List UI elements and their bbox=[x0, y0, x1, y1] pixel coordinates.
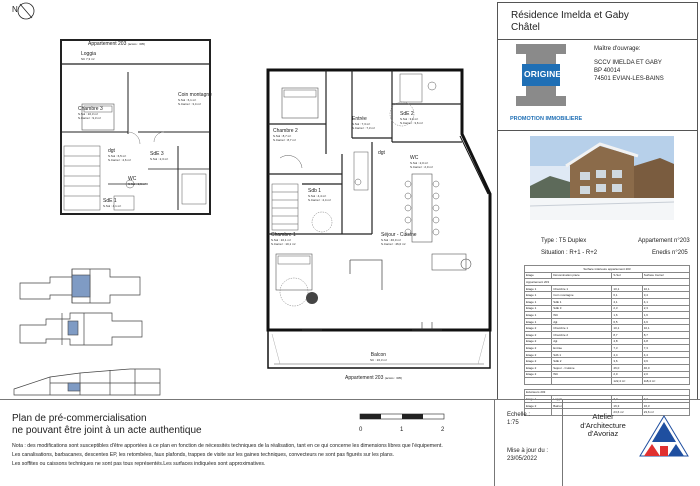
residence-name: Résidence Imelda et Gaby bbox=[511, 10, 629, 21]
surfaces-table bbox=[524, 265, 690, 416]
room-name: dgt bbox=[378, 150, 385, 156]
room-name: Loggia bbox=[81, 51, 97, 57]
scale-tick-1: 1 bbox=[400, 427, 404, 433]
room-area: S.Sol : 2,0 m² S.Carrez : 2,0 m² bbox=[410, 161, 433, 169]
owner-name: SCCV IMELDA ET GABY bbox=[594, 60, 662, 66]
room-area: S.Sol : 10,1 m² S.Carrez : 10,1 m² bbox=[271, 238, 296, 246]
table-cell: 3,6 bbox=[612, 358, 642, 365]
table-cell: WC bbox=[552, 312, 612, 319]
table-row bbox=[525, 351, 690, 358]
table-header: S.Sol bbox=[612, 272, 642, 279]
table-cell: 2,0 bbox=[642, 371, 689, 378]
table-row bbox=[525, 285, 690, 292]
room-wc-upper bbox=[128, 176, 146, 186]
below-label-note: (accès : 305) bbox=[384, 376, 403, 380]
table-cell: 8,7 bbox=[642, 331, 689, 338]
table-cell: 4,1 bbox=[642, 298, 689, 305]
logo-tagline: PROMOTION IMMOBILIERE bbox=[510, 116, 583, 122]
table-cell: WC bbox=[552, 371, 612, 378]
main-floor-plan bbox=[262, 64, 494, 380]
owner-label: Maître d'ouvrage: bbox=[594, 46, 641, 52]
room-sde-2 bbox=[400, 111, 423, 125]
table-cell: 46,0 bbox=[642, 364, 689, 371]
table-cell: Chambre 2 bbox=[552, 331, 612, 338]
table-cell: 4,8 bbox=[642, 338, 689, 345]
table-cell: Entrée bbox=[552, 345, 612, 352]
table-header: Etage bbox=[525, 272, 552, 279]
room-name: Chambre 1 bbox=[271, 232, 296, 238]
scale-tick-0: 0 bbox=[359, 427, 363, 433]
table-cell: 8,7 bbox=[612, 331, 642, 338]
table-total-cell bbox=[525, 378, 552, 385]
apartment-number: Appartement n°203 bbox=[638, 238, 690, 244]
owner-address: 74501 EVIAN-LES-BAINS bbox=[594, 76, 664, 82]
table-cell: Sdb 1 bbox=[552, 351, 612, 358]
table-cell: Etage 2 bbox=[525, 402, 552, 409]
table-cell: 4,1 bbox=[612, 298, 642, 305]
table-row bbox=[525, 305, 690, 312]
below-label bbox=[345, 375, 402, 381]
room-coin-montagne bbox=[178, 92, 212, 106]
room-name: SdE 2 bbox=[400, 111, 414, 117]
room-area: SC 7,3 m² bbox=[81, 57, 95, 61]
header-panel bbox=[497, 2, 698, 40]
table-cell: Etage 1 bbox=[525, 318, 552, 325]
table-cell: 6,5 bbox=[612, 318, 642, 325]
table-cell: 4,4 bbox=[612, 351, 642, 358]
room-name: SdE 3 bbox=[150, 151, 164, 157]
room-area: S.Sol : 4,4 m² S.Carrez : 4,4 m² bbox=[308, 194, 331, 202]
building-photo bbox=[530, 136, 674, 220]
table-cell: 7,3 bbox=[612, 345, 642, 352]
compass-letter: N bbox=[12, 5, 18, 14]
notes bbox=[12, 442, 492, 469]
table-cell: Etage 1 bbox=[525, 292, 552, 299]
apartment-situation: Situation : R+1 - R+2 bbox=[541, 250, 598, 256]
table-cell: 4,4 bbox=[642, 351, 689, 358]
room-name: Séjour - Cuisine bbox=[381, 232, 417, 238]
table-cell: Etage 2 bbox=[525, 325, 552, 332]
table-total-cell: 122,4 m² bbox=[612, 378, 642, 385]
scale-block bbox=[507, 411, 530, 427]
table-cell: 4,8 bbox=[612, 338, 642, 345]
table-cell: 4,6 bbox=[642, 318, 689, 325]
table-cell: 3,6 bbox=[642, 358, 689, 365]
table-row bbox=[525, 292, 690, 299]
owner-panel bbox=[497, 39, 698, 131]
table-row bbox=[525, 338, 690, 345]
table-total-cell: 23,6 m² bbox=[612, 409, 642, 416]
architect-block bbox=[567, 413, 639, 439]
table-row bbox=[525, 371, 690, 378]
table-cell: 16,3 bbox=[642, 402, 689, 409]
note-line-2: Les canalisations, barbacanes, descentes EP, les retombées, faux plafonds, trappes de visite sur les gaines techniques, convecteurs ne sont pas figurés sur les plans. bbox=[12, 452, 394, 458]
room-name: Entrée bbox=[352, 116, 367, 122]
accessibility-icon bbox=[306, 292, 318, 304]
table-cell: 2,0 bbox=[612, 371, 642, 378]
room-sdb-1 bbox=[308, 188, 331, 202]
table-cell: Chambre 1 bbox=[552, 285, 612, 292]
table-row bbox=[525, 298, 690, 305]
table-section: Appartement 203 bbox=[525, 279, 690, 286]
room-name: Chambre 2 bbox=[273, 128, 298, 134]
room-sejour-cuisine bbox=[381, 232, 417, 246]
room-area: S.Sol : 6,5 m² S.Carrez : 4,6 m² bbox=[108, 154, 131, 162]
table-cell: Etage 2 bbox=[525, 331, 552, 338]
room-area: S.Sol : 10,3 m² S.Carrez : 9,3 m² bbox=[78, 112, 101, 120]
scale-label: Echelle : bbox=[507, 412, 531, 418]
table-row bbox=[525, 345, 690, 352]
table-total-cell: 118,4 m² bbox=[642, 378, 689, 385]
room-entree bbox=[352, 116, 375, 130]
enedis-number: Enedis n°205 bbox=[652, 250, 688, 256]
table-cell: Séjour - Cuisine bbox=[552, 364, 612, 371]
origine-logo-icon bbox=[510, 44, 572, 114]
scale-bar-graphic bbox=[358, 412, 448, 426]
date-value: 23/05/2022 bbox=[507, 456, 538, 462]
table-cell: Etage 2 bbox=[525, 371, 552, 378]
table-cell: SdE 2 bbox=[552, 358, 612, 365]
scale-value: 1:75 bbox=[507, 420, 519, 426]
room-name: dgt bbox=[108, 148, 115, 154]
table-cell: Etage 2 bbox=[525, 364, 552, 371]
room-wc-lower bbox=[410, 155, 433, 169]
room-area: SC : 16,3 m² bbox=[370, 358, 387, 362]
room-area: S.Sol : 3,6 m² S.Carrez : 3,6 m² bbox=[400, 117, 423, 125]
room-dgt-lower bbox=[378, 150, 385, 156]
table-cell: 46,0 bbox=[612, 364, 642, 371]
room-name: SdE 1 bbox=[103, 198, 117, 204]
key-plans bbox=[10, 265, 180, 405]
table-cell: 1,6 bbox=[612, 312, 642, 319]
table-cell: Etage 2 bbox=[525, 358, 552, 365]
upper-plan-title bbox=[88, 41, 145, 47]
origine-logo bbox=[510, 44, 572, 114]
table-cell: Etage 1 bbox=[525, 298, 552, 305]
room-loggia bbox=[81, 51, 96, 61]
table-cell: dgt bbox=[552, 338, 612, 345]
table-total-cell bbox=[552, 378, 612, 385]
table-cell: SdE 3 bbox=[552, 305, 612, 312]
room-balcon bbox=[370, 352, 387, 362]
table-cell: Etage 1 bbox=[525, 305, 552, 312]
table-total-cell: 23,6 m² bbox=[642, 409, 689, 416]
table-cell: 10,1 bbox=[612, 325, 642, 332]
table-header: Dénomination pièce bbox=[552, 272, 612, 279]
table-cell: 2,3 bbox=[612, 305, 642, 312]
footer-divider-2 bbox=[562, 400, 563, 486]
table-row bbox=[525, 331, 690, 338]
logo-word: ORIGINE bbox=[524, 69, 562, 79]
table-row bbox=[525, 325, 690, 332]
note-line-3: Les soffites ou caissons techniques ne sont pas tous représentés.Les surfaces indiquées sont approximatives. bbox=[12, 461, 266, 467]
disclaimer bbox=[12, 413, 202, 437]
table-cell: Balcon bbox=[552, 402, 612, 409]
table-title: Surface intérieure appartement 203 bbox=[525, 266, 690, 273]
room-sde-3 bbox=[150, 151, 168, 161]
upper-plan-title-text: Appartement 203 bbox=[88, 41, 127, 47]
disclaimer-line-1: Plan de pré-commercialisation bbox=[12, 413, 147, 424]
room-name: Sdb 1 bbox=[308, 188, 322, 194]
room-name: WC bbox=[410, 155, 419, 161]
table-cell: 10,1 bbox=[642, 325, 689, 332]
compass bbox=[0, 0, 40, 22]
table-cell: dgt bbox=[552, 318, 612, 325]
architect-logo-icon bbox=[638, 414, 690, 458]
room-sde-1 bbox=[103, 198, 121, 208]
table-row bbox=[525, 358, 690, 365]
table-cell: Coin montagne bbox=[552, 292, 612, 299]
table-cell: Chambre 1 bbox=[552, 325, 612, 332]
table-cell: 10,1 bbox=[642, 285, 689, 292]
room-name: Balcon bbox=[370, 352, 387, 358]
table-cell: Etage 2 bbox=[525, 338, 552, 345]
date-block bbox=[507, 447, 548, 463]
scale-tick-2: 2 bbox=[441, 427, 445, 433]
scale-bar bbox=[358, 412, 448, 436]
room-area: S.Sol : 1,6 m² bbox=[128, 182, 147, 186]
table-cell: 10,1 bbox=[612, 285, 642, 292]
room-name: Coin montagne bbox=[178, 92, 212, 98]
room-area: S.Sol : 6,1 m² S.Carrez : 3,4 m² bbox=[178, 98, 201, 106]
table-cell: Etage 1 bbox=[525, 285, 552, 292]
apartment-type: Type : T5 Duplex bbox=[541, 238, 587, 244]
table-cell: 2,3 bbox=[642, 305, 689, 312]
table-row bbox=[525, 402, 690, 409]
room-area: S.Sol : 4,1 m² bbox=[103, 204, 122, 208]
below-label-text: Appartement 203 bbox=[345, 375, 384, 381]
room-chambre-2 bbox=[273, 128, 298, 142]
room-chambre-1 bbox=[271, 232, 296, 246]
date-label: Mise à jour du : bbox=[507, 448, 549, 454]
room-dgt-upper bbox=[108, 148, 131, 162]
table-cell: 7,3 bbox=[642, 345, 689, 352]
table-cell: Etage 2 bbox=[525, 345, 552, 352]
disclaimer-line-2: ne pouvant être joint à un acte authentique bbox=[12, 425, 202, 436]
architect-line-1: Atelier bbox=[592, 412, 614, 421]
owner-block bbox=[594, 45, 664, 83]
compass-icon bbox=[0, 0, 40, 22]
table-cell: Etage 1 bbox=[525, 312, 552, 319]
footer-rule bbox=[0, 399, 700, 400]
city-name: Châtel bbox=[511, 22, 540, 33]
table-cell: Etage 2 bbox=[525, 351, 552, 358]
owner-bp: BP 40014 bbox=[594, 68, 621, 74]
architect-line-2: d'Architecture bbox=[580, 420, 626, 430]
table-cell: 6,1 bbox=[612, 292, 642, 299]
table-cell: 1,6 bbox=[642, 312, 689, 319]
table-cell: 3,4 bbox=[642, 292, 689, 299]
table-row bbox=[525, 364, 690, 371]
note-line-1: Nota : des modifications sont susceptibles d'être apportées à ce plan en fonction de nécessités techniques de la réalisation, tant en ce qui concerne les dimensions libres que l'équipement. bbox=[12, 443, 443, 449]
room-area: S.Sol : 46,0 m² S.Carrez : 46,0 m² bbox=[381, 238, 406, 246]
table-section: Extérieurs 203 bbox=[525, 389, 690, 396]
table-row bbox=[525, 312, 690, 319]
footer-divider-1 bbox=[494, 400, 495, 486]
table-cell: 16,3 bbox=[612, 402, 642, 409]
architect-line-3: d'Avoriaz bbox=[587, 429, 619, 438]
room-area: S.Sol : 2,3 m² bbox=[150, 157, 169, 161]
upper-floor-plan bbox=[58, 34, 218, 216]
room-name: WC bbox=[128, 176, 137, 182]
room-area: S.Sol : 8,7 m² S.Carrez : 8,7 m² bbox=[273, 134, 296, 142]
table-cell: SdE 1 bbox=[552, 298, 612, 305]
table-header: Surface Carrez bbox=[642, 272, 689, 279]
room-name: Chambre 3 bbox=[78, 106, 103, 112]
table-row bbox=[525, 318, 690, 325]
room-chambre-3 bbox=[78, 106, 103, 120]
upper-plan-title-note: (accès : 305) bbox=[127, 42, 146, 46]
room-area: S.Sol : 7,3 m² S.Carrez : 7,3 m² bbox=[352, 122, 375, 130]
